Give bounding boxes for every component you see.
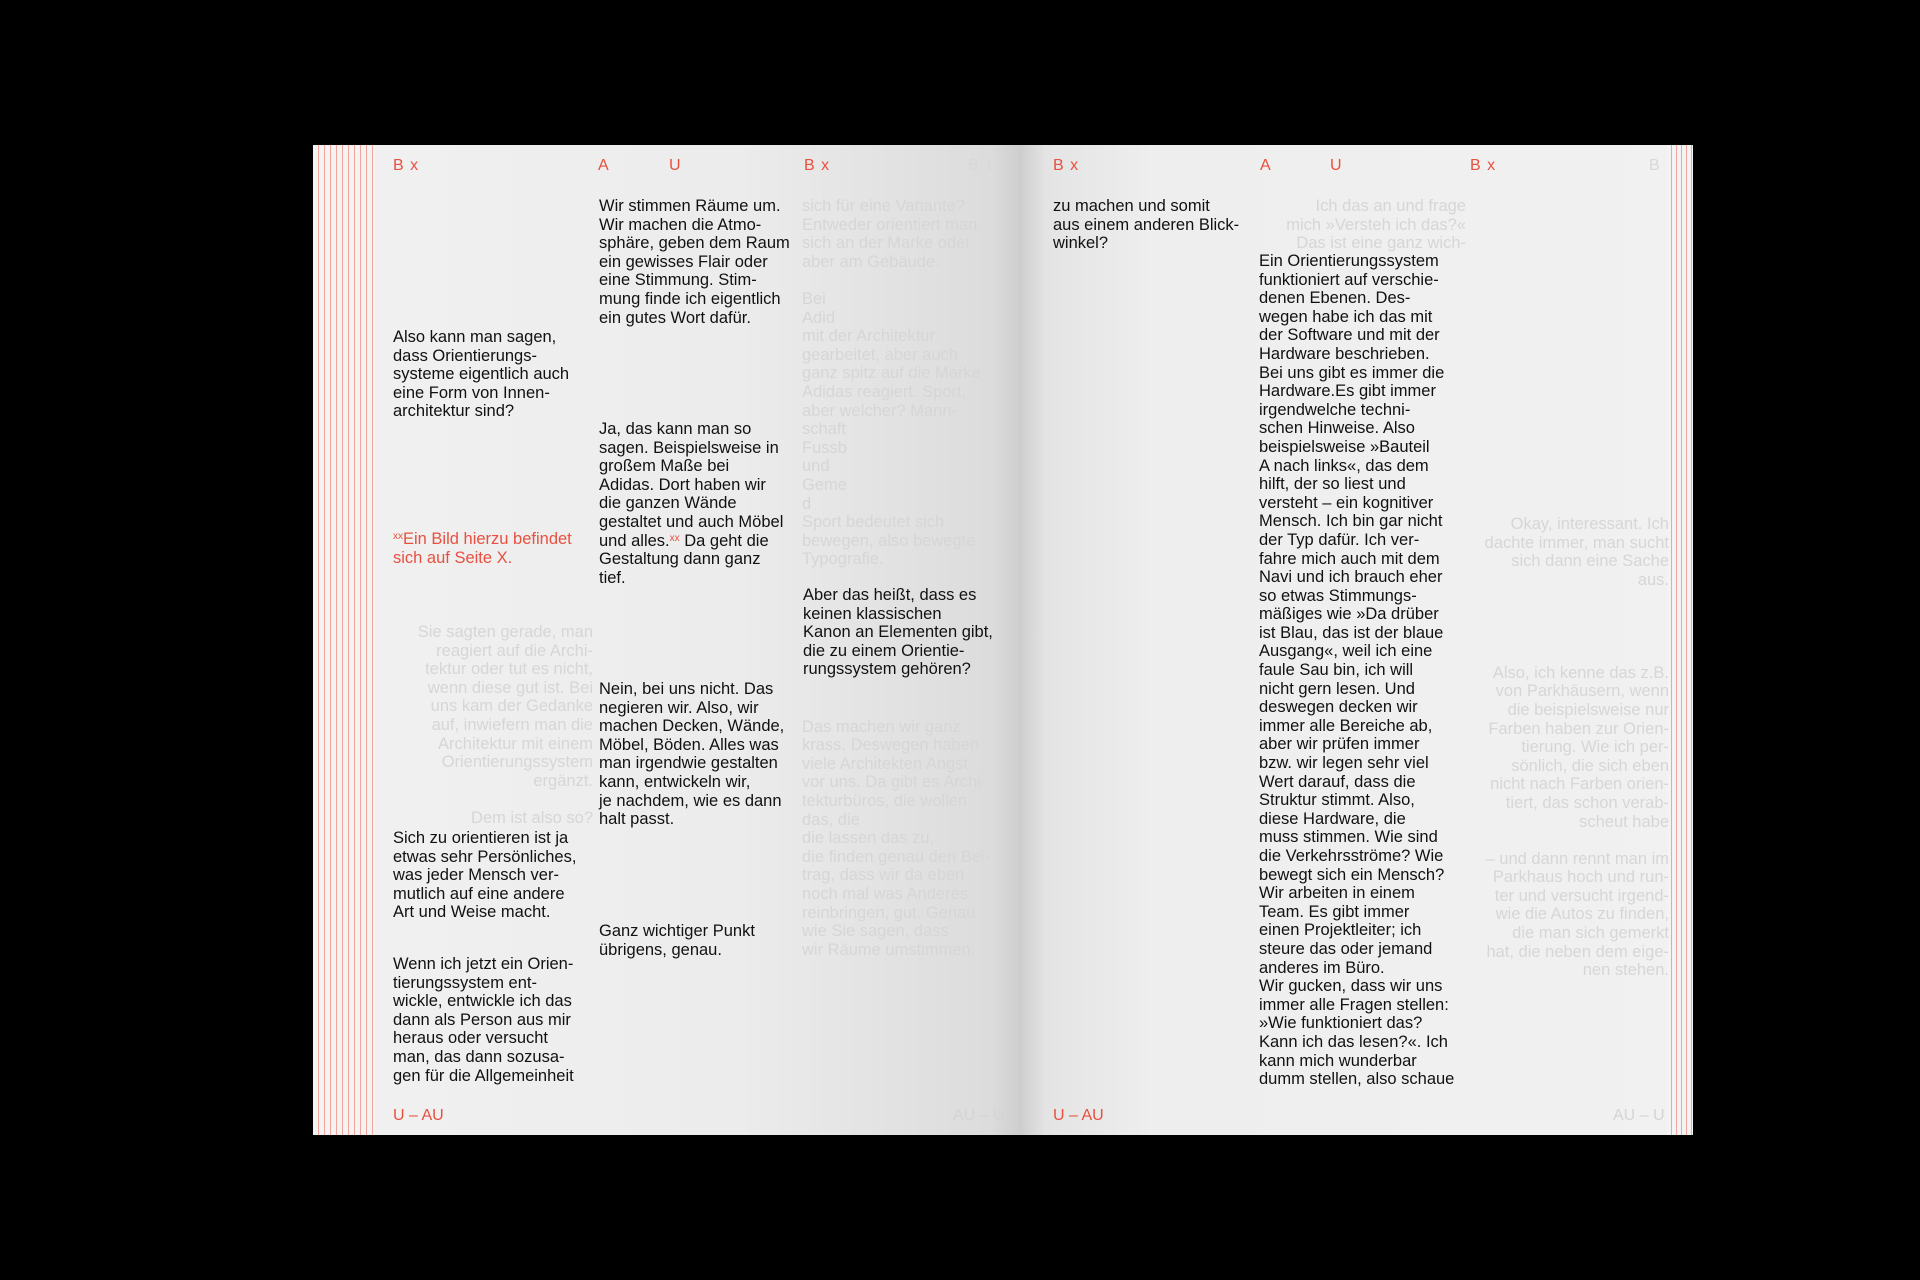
- right-ghost-col3: Okay, interessant. Ich dachte immer, man sucht sich dann eine Sache aus. Also, ich kenne das z.B. von Parkhäusern, wenn die beispielsweise nur Farben haben zur Orien- tierung. Wie ich per- sönlich, die sich eben nicht nach Farben orien- tiert, das schon verab- scheut habe – und dann rennt man im Parkhaus hoch und run- ter und versucht irgend- wie die Autos zu finden, die man sich gemerkt hat, die neben dem eige- nen stehen.: [1484, 515, 1669, 980]
- para-adidas-part1: Ja, das kann man so sagen. Beispielsweise in großem Maße bei Adidas. Dort haben wir die ganzen Wände gestaltet und auch Möbel und alles.: [599, 420, 784, 550]
- right-header-a: A: [1260, 157, 1272, 174]
- page-edge-stripes-right: [1667, 145, 1693, 1135]
- left-header-u: U: [669, 157, 682, 174]
- left-header-bx-1: B x: [393, 157, 420, 174]
- para-raeume-um: Wir stimmen Räume um. Wir machen die Atmo- sphäre, geben dem Raum ein gewisses Flair oder eine Stimmung. Stim- mung finde ich eigentlich ein gutes Wort dafür.: [599, 197, 790, 327]
- question-innenarchitektur: Also kann man sagen, dass Orientierungs- systeme eigentlich auch eine Form von Innen- architektur sind?: [393, 328, 570, 421]
- right-ghost-footer: AU – U: [1613, 1107, 1665, 1124]
- para-adidas: [599, 420, 804, 587]
- question-kanon: Aber das heißt, dass es keinen klassischen Kanon an Elementen gibt, die zu einem Orientie- rungssystem gehören?: [803, 586, 993, 679]
- right-header-bx-1: B x: [1053, 157, 1080, 174]
- right-header-bx-2: B x: [1470, 157, 1497, 174]
- para-adidas-mark: xx: [669, 532, 680, 544]
- right-footer: U – AU: [1053, 1107, 1104, 1124]
- para-negieren: Nein, bei uns nicht. Das negieren wir. Also, wir machen Decken, Wände, Möbel, Böden. Alles was man irgendwie gestalten kann, entwickeln wir, je nachdem, wie es dann halt passt.: [599, 680, 785, 829]
- book-spread: [313, 145, 1693, 1135]
- para-orientierungssystem-entwickle: Wenn ich jetzt ein Orien- tierungssystem ent- wickle, entwickle ich das dann als Person aus mir heraus oder versucht man, das dann sozusa- gen für die Allgemeinheit: [393, 955, 574, 1085]
- left-ghost-col2: sich für eine Variante? Entweder orientiert man sich an der Marke oder aber am Gebäude. Bei Adid mit der Architektur gearbeitet, aber auch ganz spitz auf die Marke Adidas reagiert. Sport, aber welcher? Mann- schaft Fussb und Geme d Sport bedeutet sich bewegen, also bewegte Typografie. Das machen wir ganz krass. Deswegen haben viele Architekten Angst vor uns. Da gibt es Archi- tekturbüros, die wollen das, die die lassen das zu, die finden genau den Bei- trag, dass wir da eben noch mal was Anderes reinbringen, gut. Genau wie Sie sagen, dass wir Räume umstimmen.: [802, 197, 991, 959]
- para-ebenen: Ein Orientierungssystem funktioniert auf verschie- denen Ebenen. Des- wegen habe ich das mit der Software und mit der Hardware beschrieben. Bei uns gibt es immer die Hardware.Es gibt immer irgendwelche techni- schen Hinweise. Also beispielsweise »Bauteil A nach links«, das dem hilft, der so liest und versteht – ein kognitiver Mensch. Ich bin gar nicht der Typ dafür. Ich ver- fahre mich auch mit dem Navi und ich brauch eher so etwas Stimmungs- mäßiges wie »Da drüber ist Blau, das ist der blaue Ausgang«, weil ich eine faule Sau bin, ich will nicht gern lesen. Und deswegen decken wir immer alle Bereiche ab, aber wir prüfen immer bzw. wir legen sehr viel Wert darauf, dass die Struktur stimmt. Also, diese Hardware, die muss stimmen. Wie sind die Verkehrsströme? Wie bewegt sich ein Mensch? Wir arbeiten in einem Team. Es gibt immer einen Projektleiter; ich steure das oder jemand anderes im Büro. Wir gucken, dass wir uns immer alle Fragen stellen: »Wie funktioniert das? Kann ich das lesen?«. Ich kann mich wunderbar dumm stellen, also schaue: [1259, 252, 1455, 1089]
- footnote-text: Ein Bild hierzu befindet sich auf Seite X.: [393, 530, 572, 567]
- left-header-a: A: [598, 157, 610, 174]
- para-persoenliches: Sich zu orientieren ist ja etwas sehr Persönliches, was jeder Mensch ver- mutlich auf eine andere Art und Weise macht.: [393, 829, 577, 922]
- footnote-mark: xx: [393, 531, 403, 542]
- para-adidas-part2: Da geht die Gestaltung dann ganz tief.: [599, 531, 769, 587]
- left-ghost-col1: Sie sagten gerade, man reagiert auf die Archi- tektur oder tut es nicht, wenn diese gut ist. Bei uns kam der Gedanke auf, inwiefern man die Architektur mit einem Orientierungssystem ergänzt. Dem ist also so?: [417, 623, 593, 827]
- right-header-u: U: [1330, 157, 1343, 174]
- right-ghost-col1: Ich das an und frage mich »Versteh ich das?« Das ist eine ganz wich-: [1286, 197, 1466, 253]
- para-blickwinkel: zu machen und somit aus einem anderen Blick- winkel?: [1053, 197, 1240, 253]
- right-page: [1019, 145, 1693, 1135]
- para-wichtiger-punkt: Ganz wichtiger Punkt übrigens, genau.: [599, 922, 755, 959]
- right-ghost-header: B: [1649, 157, 1661, 174]
- footnote: [393, 530, 598, 567]
- left-page: [313, 145, 1019, 1135]
- left-ghost-header: B 1: [968, 157, 996, 174]
- left-ghost-footer: AU – U: [953, 1107, 1005, 1124]
- page-edge-stripes: [313, 145, 375, 1135]
- left-footer: U – AU: [393, 1107, 444, 1124]
- left-header-bx-2: B x: [804, 157, 831, 174]
